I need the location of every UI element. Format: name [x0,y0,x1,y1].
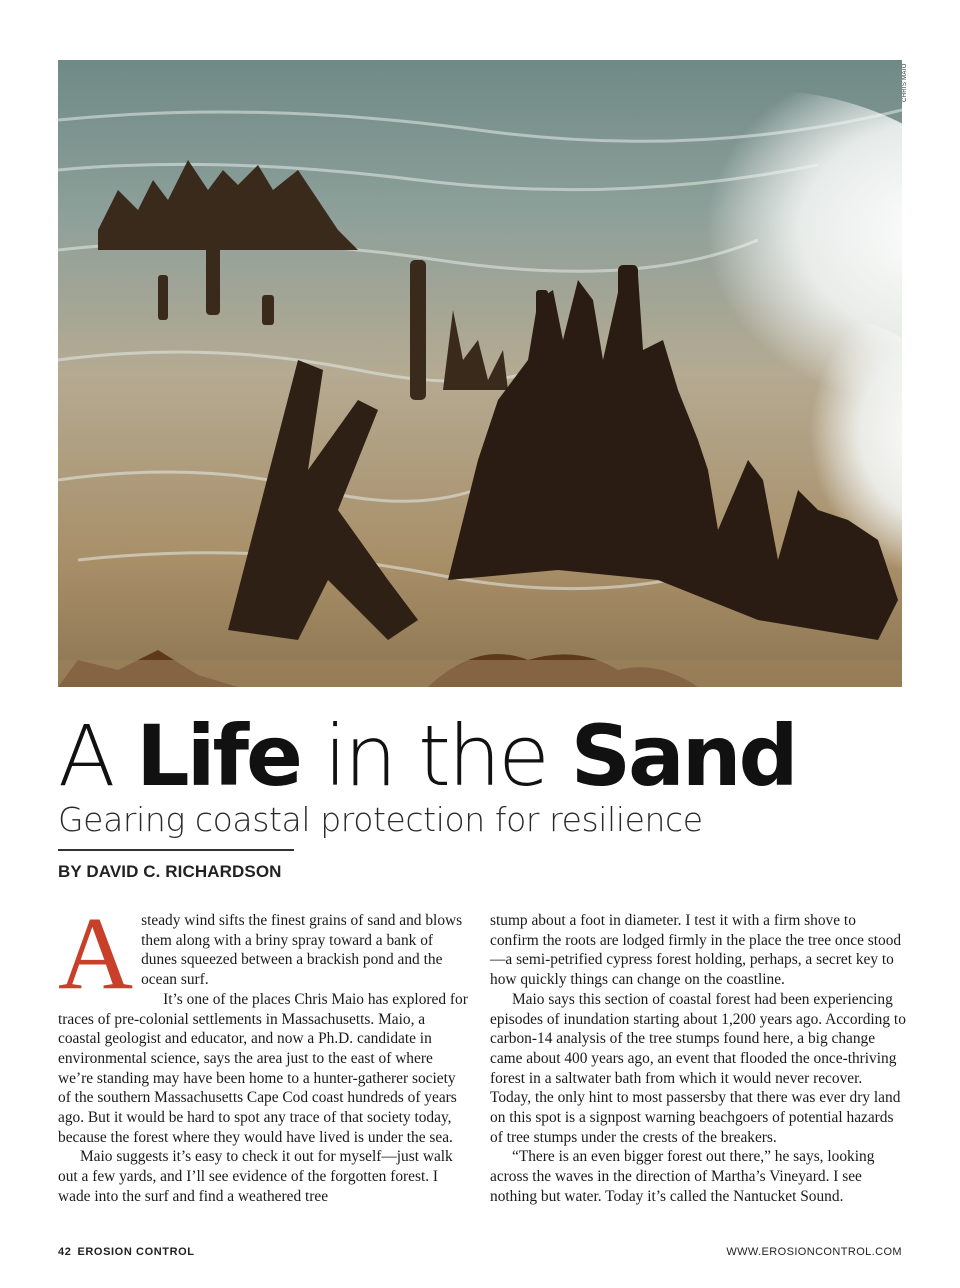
photo-credit: CHRIS MAIO [902,63,908,102]
page-number: 42 [58,1246,72,1258]
hero-photo [58,60,902,687]
paragraph: stump about a foot in diameter. I test it with a firm shove to confirm the roots are lodged firmly in the place the tree once stood—a semi-petrified cypress forest holding, perhaps, a secret key to how quickly things can change on the coastline. [490,912,902,989]
paragraph: “There is an even bigger forest out there,” he says, looking across the waves in the direction of Martha’s Vineyard. I see nothing but water. Today it’s called the Nantucket Sound. [490,1148,875,1205]
body-column-left [58,896,470,1207]
article-subtitle: Gearing coastal protection for resilience [58,800,703,839]
byline: BY DAVID C. RICHARDSON [58,862,282,881]
paragraph: Maio says this section of coastal forest had been experiencing episodes of inundation starting about 1,200 years ago. According to carbon-14 analysis of the tree stumps found here, a big change came about 400 years ago, an event that flooded the once-thriving forest in a saltwater bath from which it would never recover. Today, the only hint to most passersby that there was ever dry land on this spot is a signpost warning beachgoers of potential hazards of tree stumps under the crests of the breakers. [490,990,906,1146]
publication-name: EROSION CONTROL [77,1246,195,1258]
title-part-life: Life [136,707,301,805]
footer-website: WWW.EROSIONCONTROL.COM [726,1246,902,1258]
drop-cap: A [58,896,134,1011]
tree-stumps-surf-image [58,60,902,687]
paragraph: Maio suggests it’s easy to check it out for myself—just walk out a few yards, and I’ll see evidence of the forgotten forest. I wade into the surf and find a weathered tree [58,1148,453,1205]
title-part-a: A [58,707,137,805]
article-title [58,706,918,806]
paragraph: It’s one of the places Chris Maio has explored for traces of pre-colonial settlements in Massachusetts. Maio, a coastal geologist and educator, and now a Ph.D. candidate in environmental science, says the area just to the east of where we’re standing may have been home to a hunter-gatherer society of the southern Massachusetts Cape Cod coast hundreds of years ago. But it would be hard to spot any trace of that society today, because the forest where they would have lived is under the sea. [58,990,468,1146]
body-column-right [490,911,906,1207]
title-part-in-the: in the [300,707,571,805]
footer-folio [58,1246,195,1258]
title-rule-divider [58,849,294,851]
paragraph: steady wind sifts the finest grains of sand and blows them along with a briny spray toward a bank of dunes squeezed between a brackish pond and the ocean surf. [141,912,463,989]
title-part-sand: Sand [570,707,796,805]
